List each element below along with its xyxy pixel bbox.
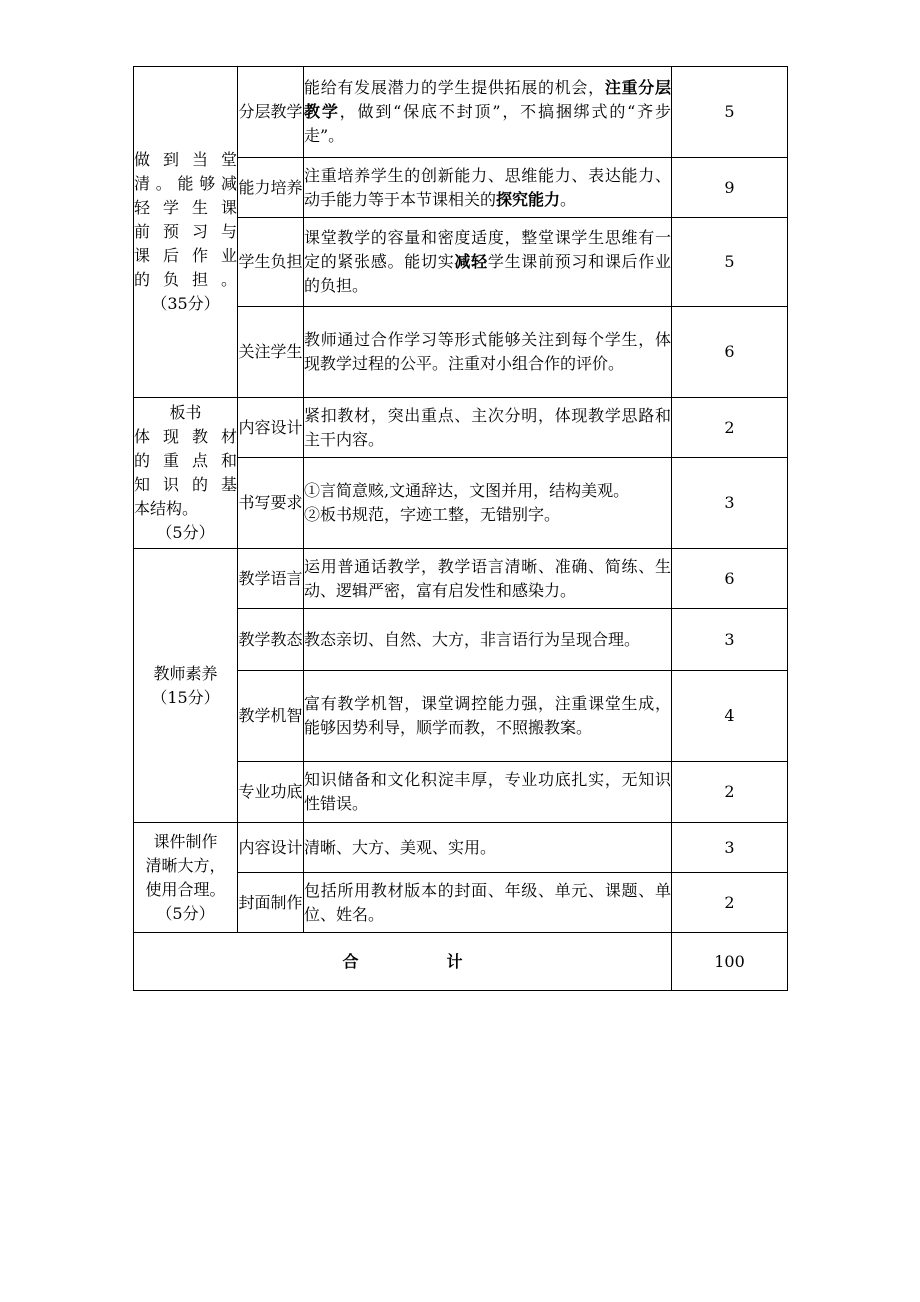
- category-line: 课后作业: [134, 246, 237, 265]
- category-line: 的负担。: [134, 270, 237, 289]
- item-description: 教师通过合作学习等形式能够关注到每个学生，体现教学过程的公平。注重对小组合作的评价。: [304, 307, 672, 398]
- item-name: 教学教态: [238, 609, 304, 671]
- category-points: （5分）: [156, 523, 215, 542]
- item-name: 内容设计: [238, 398, 304, 458]
- category-cell: [134, 549, 238, 823]
- item-description: 能给有发展潜力的学生提供拓展的机会，注重分层教学，做到“保底不封顶”，不搞捆绑式的“齐步走”。: [304, 67, 672, 158]
- evaluation-table: [133, 66, 788, 991]
- item-name: 书写要求: [238, 458, 304, 549]
- total-label: 合 计: [134, 933, 672, 991]
- table-row: [134, 823, 788, 873]
- category-line: 板书: [169, 403, 202, 422]
- category-line: 使用合理。: [145, 879, 226, 899]
- category-line: 的重点和: [134, 451, 237, 470]
- item-description: 课堂教学的容量和密度适度，整堂课学生思维有一定的紧张感。能切实减轻学生课前预习和课后作业的负担。: [304, 218, 672, 307]
- item-description: 教态亲切、自然、大方，非言语行为呈现合理。: [304, 609, 672, 671]
- category-points: （15分）: [151, 687, 220, 707]
- category-line: 清。能够减: [134, 174, 237, 193]
- category-line: 前预习与: [134, 222, 237, 241]
- category-cell: [134, 823, 238, 933]
- item-score: 9: [672, 158, 788, 218]
- item-name: 内容设计: [238, 823, 304, 873]
- item-score: 6: [672, 549, 788, 609]
- item-description: 富有教学机智，课堂调控能力强，注重课堂生成，能够因势利导，顺学而教，不照搬教案。: [304, 671, 672, 762]
- total-row: [134, 933, 788, 991]
- category-points: （35分）: [151, 294, 220, 313]
- category-line: 体现教材: [134, 427, 237, 446]
- item-description: 紧扣教材，突出重点、主次分明，体现教学思路和主干内容。: [304, 398, 672, 458]
- category-cell: [134, 398, 238, 549]
- item-score: 4: [672, 671, 788, 762]
- category-line: 轻学生课: [134, 198, 237, 217]
- table-row: [134, 67, 788, 158]
- item-score: 2: [672, 873, 788, 933]
- item-score: 6: [672, 307, 788, 398]
- category-line: 做到当堂: [134, 150, 237, 169]
- item-name: 能力培养: [238, 158, 304, 218]
- item-name: 专业功底: [238, 762, 304, 823]
- item-name: 分层教学: [238, 67, 304, 158]
- item-score: 3: [672, 609, 788, 671]
- item-name: 教学机智: [238, 671, 304, 762]
- category-line: 本结构。: [134, 499, 199, 518]
- category-line: 教师素养: [153, 663, 218, 683]
- item-score: 5: [672, 67, 788, 158]
- item-description: ①言简意赅,文通辞达，文图并用，结构美观。 ②板书规范，字迹工整，无错别字。: [304, 458, 672, 549]
- item-score: 2: [672, 398, 788, 458]
- item-score: 5: [672, 218, 788, 307]
- category-points: （5分）: [156, 903, 215, 923]
- item-description: 包括所用教材版本的封面、年级、单元、课题、单位、姓名。: [304, 873, 672, 933]
- item-score: 3: [672, 823, 788, 873]
- item-description: 注重培养学生的创新能力、思维能力、表达能力、动手能力等于本节课相关的探究能力。: [304, 158, 672, 218]
- item-name: 学生负担: [238, 218, 304, 307]
- item-description: 运用普通话教学，教学语言清晰、准确、简练、生动、逻辑严密，富有启发性和感染力。: [304, 549, 672, 609]
- category-cell: [134, 67, 238, 398]
- item-score: 3: [672, 458, 788, 549]
- category-line: 课件制作: [153, 831, 218, 851]
- total-score: 100: [672, 933, 788, 991]
- category-line: 知识的基: [134, 475, 237, 494]
- table-row: [134, 549, 788, 609]
- table-row: [134, 398, 788, 458]
- category-line: 清晰大方，: [145, 855, 226, 875]
- item-score: 2: [672, 762, 788, 823]
- item-description: 知识储备和文化积淀丰厚，专业功底扎实，无知识性错误。: [304, 762, 672, 823]
- item-name: 关注学生: [238, 307, 304, 398]
- item-name: 封面制作: [238, 873, 304, 933]
- item-name: 教学语言: [238, 549, 304, 609]
- item-description: 清晰、大方、美观、实用。: [304, 823, 672, 873]
